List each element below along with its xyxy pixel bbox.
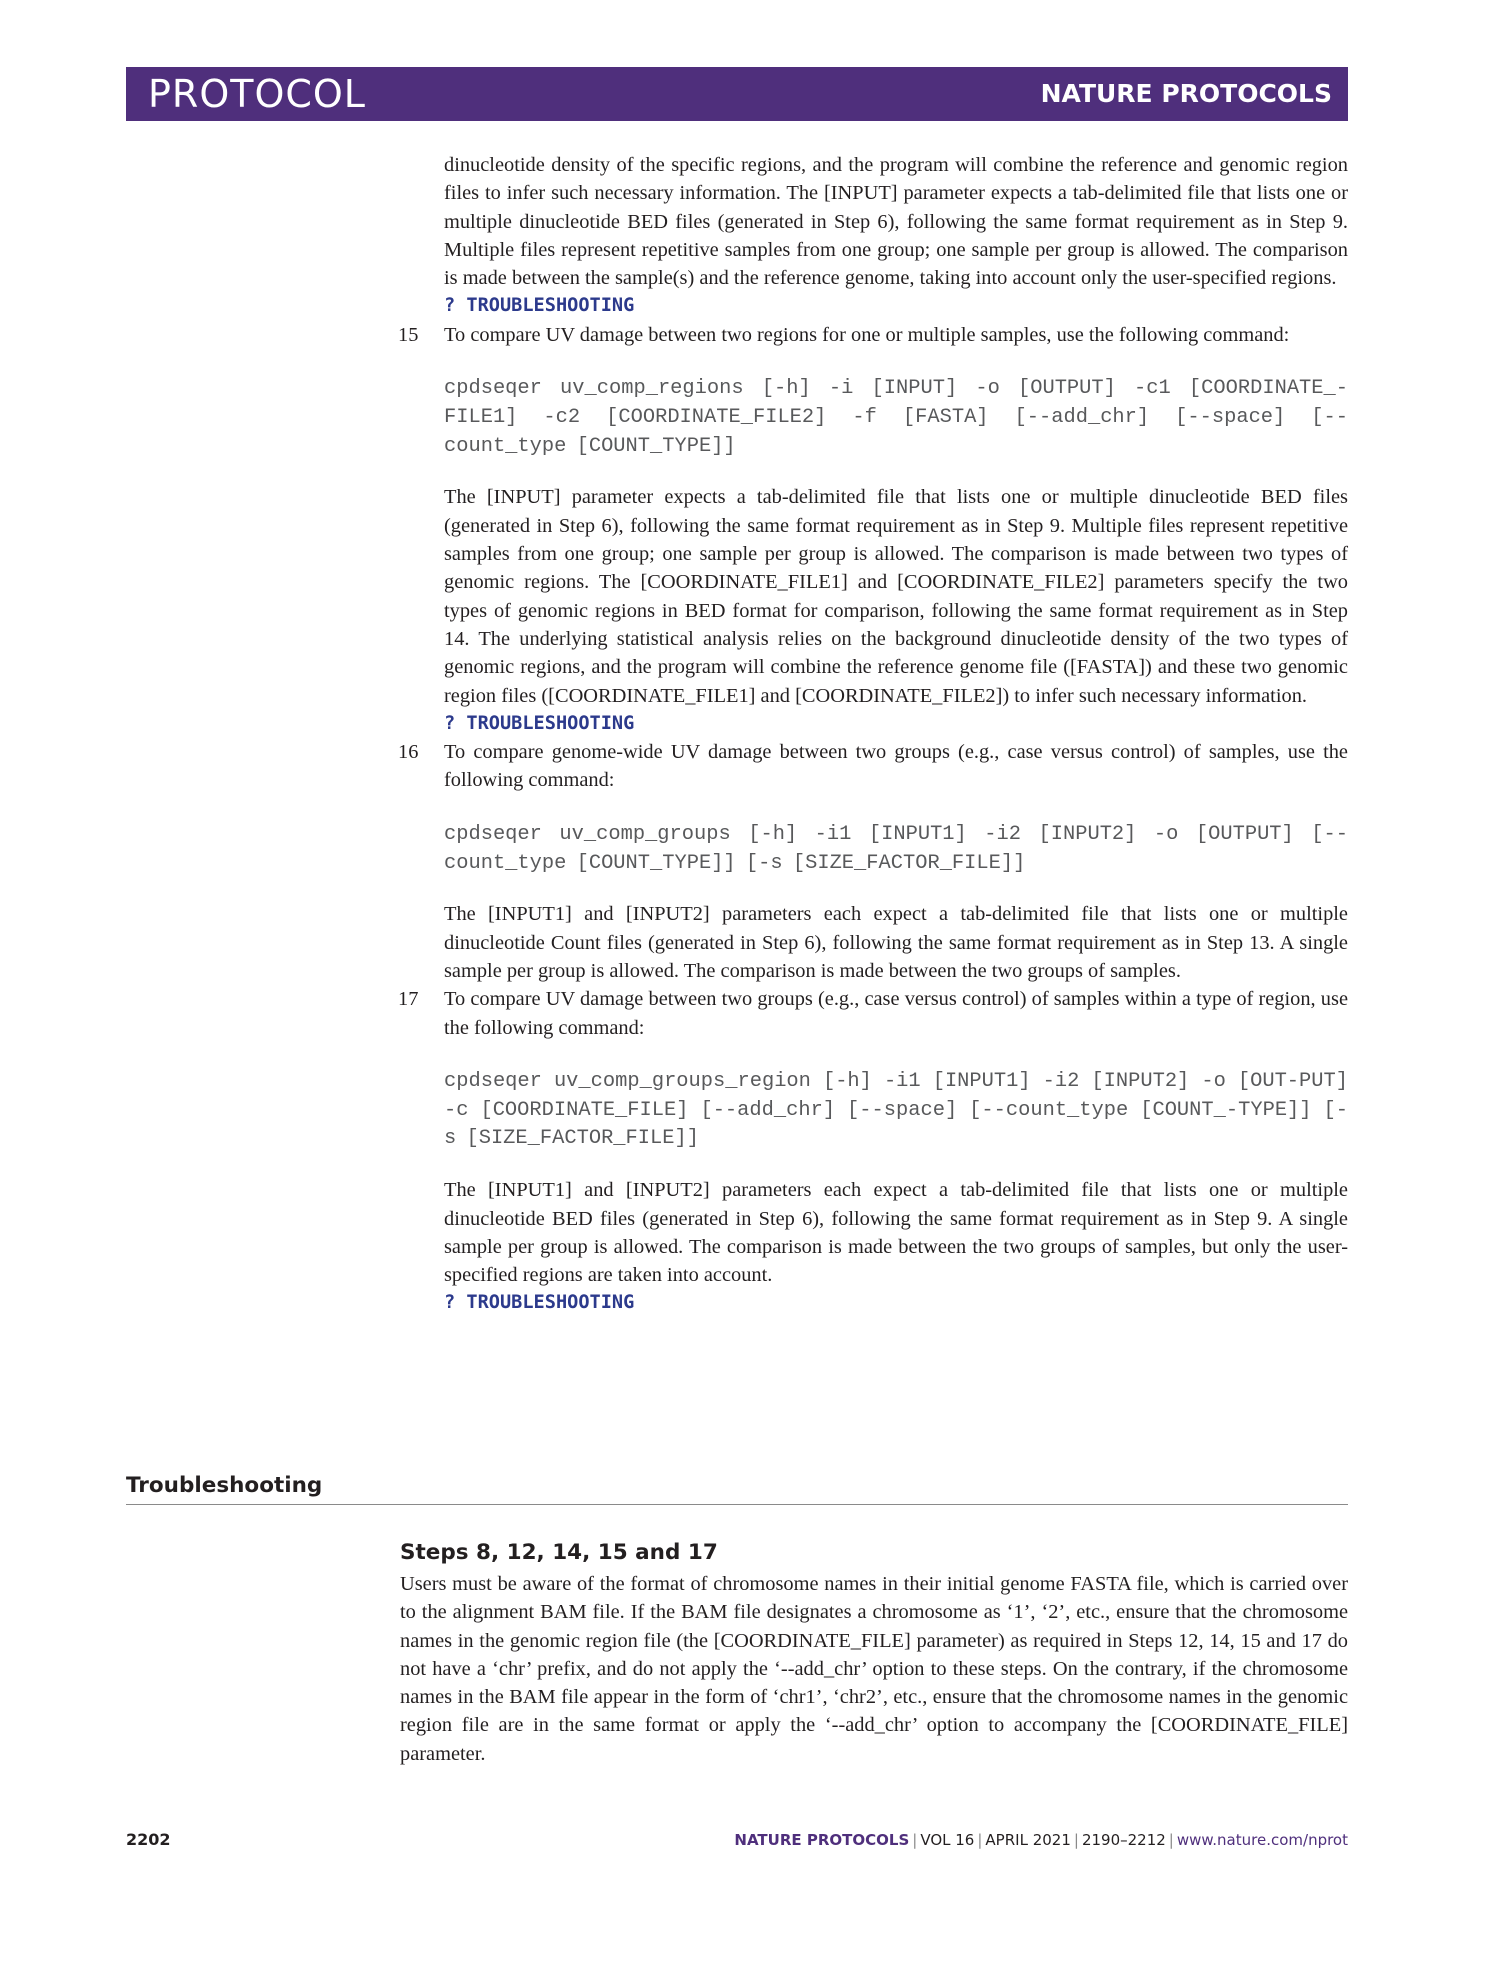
troubleshooting-steps-heading: Steps 8, 12, 14, 15 and 17	[400, 1540, 718, 1565]
step-intro: To compare UV damage between two regions for one or multiple samples, use the following command:	[444, 323, 1290, 346]
step-number: 16	[398, 741, 419, 764]
step-16	[398, 738, 1348, 985]
troubleshooting-marker[interactable]: ? TROUBLESHOOTING	[444, 712, 635, 734]
step-description: The [INPUT] parameter expects a tab-delimited file that lists one or multiple dinucleotide BED files (generated in Step 6), following the same format requirement as in Step 9. Multiple files represent repetitive samples from one group; one sample per group is allowed. The comparison is made between two types of genomic regions. The [COORDINATE_FILE1] and [COORDINATE_FILE2] parameters specify the two types of genomic regions in BED format for comparison, following the same format requirement as in Step 14. The underlying statistical analysis relies on the background dinucleotide density of the two types of genomic regions, and the program will combine the reference genome file ([FASTA]) and these two genomic region files ([COORDINATE_FILE1] and [COORDINATE_FILE2]) to infer such necessary information.	[444, 486, 1348, 707]
step-number: 15	[398, 323, 419, 346]
step-intro: To compare UV damage between two groups (e.g., case versus control) of samples within a type of region, use the following command:	[444, 988, 1348, 1039]
citation-footer: NATURE PROTOCOLS | VOL 16 | APRIL 2021 | 2190–2212 | www.nature.com/nprot	[734, 1831, 1348, 1849]
footer-pages: 2190–2212	[1081, 1831, 1166, 1849]
troubleshooting-text: Users must be aware of the format of chromosome names in their initial genome FASTA file, which is carried over to the alignment BAM file. If the BAM file designates a chromosome as ‘1’, ‘2’, etc., ensure that the chromosome names in the genomic region file (the [COORDINATE_FILE] parameter) as required in Steps 12, 14, 15 and 17 do not have a ‘chr’ prefix, and do not apply the ‘--add_chr’ option to these steps. On the contrary, if the chromosome names in the BAM file appear in the form of ‘chr1’, ‘chr2’, etc., ensure that the chromosome names in the genomic region file are in the same format or apply the ‘--add_chr’ option to accompany the [COORDINATE_FILE] parameter.	[400, 1573, 1348, 1765]
footer-date: APRIL 2021	[985, 1831, 1071, 1849]
troubleshooting-entry	[400, 1538, 1348, 1768]
section-heading-troubleshooting: Troubleshooting	[126, 1472, 1348, 1505]
command-line: cpdseqer uv_comp_groups [-h] -i1 [INPUT1] -i2 [INPUT2] -o [OUTPUT] [--count_type [COUNT_TYPE]] [-s [SIZE_FACTOR_FILE]]	[444, 822, 1348, 875]
footer-volume: VOL 16	[920, 1831, 975, 1849]
continuation-paragraph: dinucleotide density of the specific regions, and the program will combine the reference and genomic region files to infer such necessary information. The [INPUT] parameter expects a tab-delimited file that lists one or multiple dinucleotide BED files (generated in Step 6), following the same format requirement as in Step 9. Multiple files represent repetitive samples from one group; one sample per group is allowed. The comparison is made between the sample(s) and the reference genome, taking into account only the user-specified regions.	[444, 154, 1348, 290]
command-line: cpdseqer uv_comp_regions [-h] -i [INPUT] -o [OUTPUT] -c1 [COORDINATE_-FILE1] -c2 [COORDINATE_FILE2] -f [FASTA] [--add_chr] [--space] [--count_type [COUNT_TYPE]]	[444, 377, 1348, 458]
troubleshooting-marker[interactable]: ? TROUBLESHOOTING	[444, 1292, 635, 1314]
command-line: cpdseqer uv_comp_groups_region [-h] -i1 [INPUT1] -i2 [INPUT2] -o [OUT-PUT] -c [COORDINATE_FILE] [--add_chr] [--space] [--count_type [COUNT_-TYPE]] [-s [SIZE_FACTOR_FILE]]	[444, 1069, 1348, 1151]
step-description: The [INPUT1] and [INPUT2] parameters each expect a tab-delimited file that lists one or multiple dinucleotide Count files (generated in Step 6), following the same format requirement as in Step 13. A single sample per group is allowed. The comparison is made between the two groups of samples.	[444, 903, 1348, 982]
step-15	[398, 321, 1348, 738]
footer-journal: NATURE PROTOCOLS	[734, 1831, 910, 1849]
step-intro: To compare genome-wide UV damage between two groups (e.g., case versus control) of samples, use the following command:	[444, 741, 1348, 792]
procedure-content	[398, 151, 1348, 1318]
journal-url-link[interactable]: www.nature.com/nprot	[1176, 1831, 1348, 1849]
journal-name: NATURE PROTOCOLS	[1040, 79, 1332, 108]
step-number: 17	[398, 988, 419, 1011]
troubleshooting-marker[interactable]: ? TROUBLESHOOTING	[444, 295, 635, 317]
step-17	[398, 985, 1348, 1317]
page-number: 2202	[126, 1830, 171, 1849]
step-description: The [INPUT1] and [INPUT2] parameters each expect a tab-delimited file that lists one or multiple dinucleotide BED files (generated in Step 6), following the same format requirement as in Step 9. A single sample per group is allowed. The comparison is made between the two groups of samples, but only the user-specified regions are taken into account.	[444, 1179, 1348, 1287]
journal-banner	[126, 67, 1348, 121]
article-type-label: PROTOCOL	[148, 72, 366, 116]
